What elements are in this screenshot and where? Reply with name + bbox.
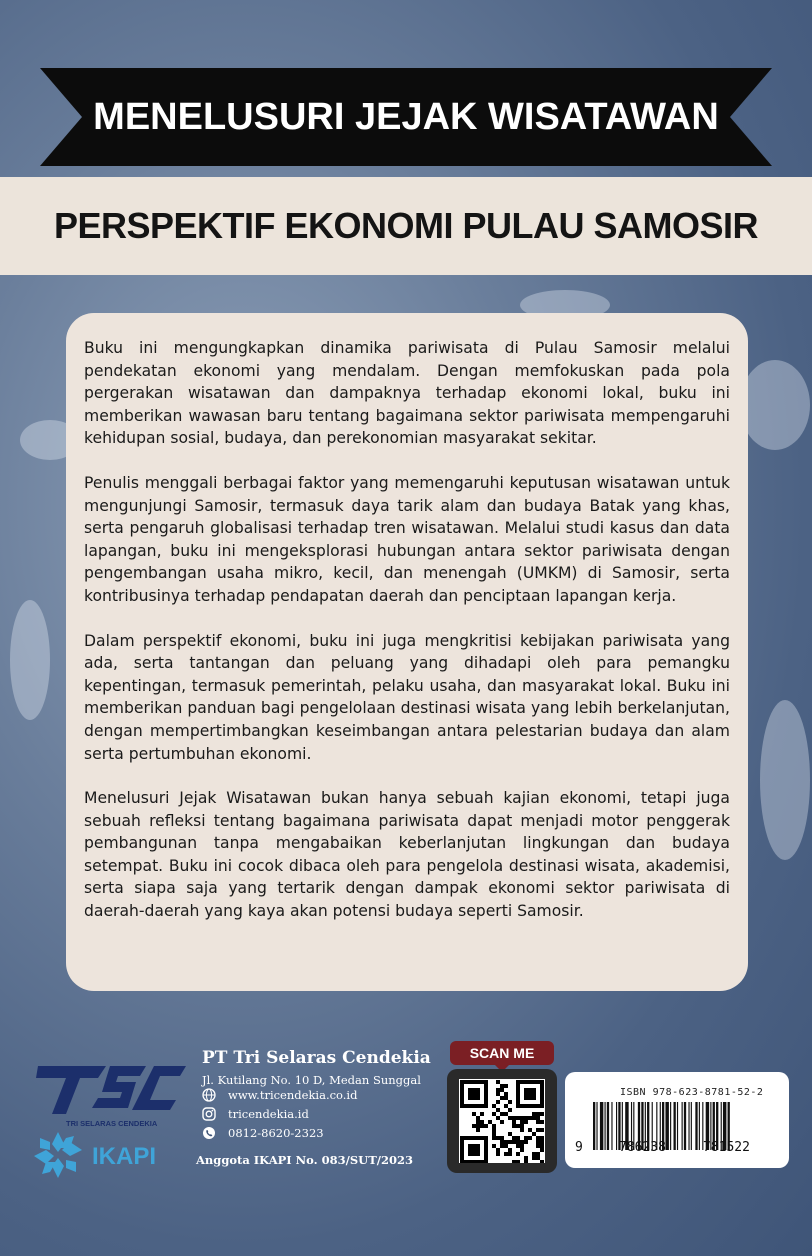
publisher-phone[interactable] xyxy=(202,1126,324,1140)
instagram-text: tricendekia.id xyxy=(228,1107,309,1121)
phone-text: 0812-8620-2323 xyxy=(228,1126,324,1140)
subtitle-band xyxy=(0,177,812,275)
tsc-logo-caption: TRI SELARAS CENDEKIA xyxy=(66,1119,158,1128)
publisher-name: PT Tri Selaras Cendekia xyxy=(202,1048,431,1068)
ikapi-logo xyxy=(30,1130,195,1182)
whatsapp-icon xyxy=(202,1126,216,1140)
title-ribbon xyxy=(40,68,772,166)
book-subtitle: PERSPEKTIF EKONOMI PULAU SAMOSIR xyxy=(53,205,759,246)
ikapi-membership: Anggota IKAPI No. 083/SUT/2023 xyxy=(196,1153,413,1167)
paint-spatter xyxy=(760,700,810,860)
qr-code[interactable] xyxy=(459,1079,545,1163)
ikapi-logo-text: IKAPI xyxy=(92,1143,157,1170)
blurb-card xyxy=(66,313,748,991)
barcode-digit-first: 9 xyxy=(575,1140,583,1155)
book-title: MENELUSURI JEJAK WISATAWAN xyxy=(93,95,719,138)
barcode-digits-right: 781522 xyxy=(703,1140,750,1155)
blurb-paragraph: Menelusuri Jejak Wisatawan bukan hanya sebuah kajian ekonomi, tetapi juga sebuah refleksi tentang bagaimana pariwisata dapat menjadi motor penggerak pembangunan tanpa mengabaikan keberlanjutan lingkungan dan budaya setempat. Buku ini cocok dibaca oleh para pengelola destinasi wisata, akademisi, serta siapa saja yang tertarik dengan dampak ekonomi sektor pariwisata di daerah-daerah yang kaya akan potensi budaya seperti Samosir. xyxy=(84,789,730,921)
blurb-paragraph: Penulis menggali berbagai faktor yang memengaruhi keputusan wisatawan untuk mengunjungi Samosir, termasuk daya tarik alam dan budaya Batak yang khas, serta pengaruh globalisasi terhadap tren wisatawan. Melalui studi kasus dan data lapangan, buku ini mengeksplorasi hubungan antara sektor pariwisata dengan pengembangan usaha mikro, kecil, dan menengah (UMKM) di Samosir, serta kontribusinya terhadap pendapatan daerah dan penciptaan lapangan kerja. xyxy=(84,473,730,605)
blurb-paragraph: Dalam perspektif ekonomi, buku ini juga mengkritisi kebijakan pariwisata yang ada, serta tantangan dan peluang yang dihadapi oleh para pemangku kepentingan, termasuk pemerintah, pelaku usaha, dan masyarakat lokal. Buku ini memberikan panduan bagi pengelolaan destinasi wisata yang lebih berkelanjutan, dengan mempertimbangkan keseimbangan antara pelestarian budaya dan alam serta pertumbuhan ekonomi. xyxy=(84,631,730,763)
globe-icon xyxy=(202,1088,216,1102)
publisher-website[interactable] xyxy=(202,1088,357,1102)
website-text: www.tricendekia.co.id xyxy=(228,1088,358,1102)
scan-me-badge: SCAN ME xyxy=(450,1041,554,1065)
isbn-label: ISBN 978-623-8781-52-2 xyxy=(620,1087,764,1098)
publisher-instagram[interactable] xyxy=(202,1107,309,1121)
blurb-paragraph: Buku ini mengungkapkan dinamika pariwisata di Pulau Samosir melalui pendekatan ekonomi yang mendalam. Dengan memfokuskan pada pola pergerakan wisatawan dan dampaknya terhadap ekonomi lokal, buku ini memberikan wawasan baru tentang bagaimana sektor pariwisata mempengaruhi kehidupan sosial, budaya, dan perekonomian masyarakat sekitar. xyxy=(84,339,730,448)
tsc-logo xyxy=(36,1058,186,1130)
barcode-digits-left: 786238 xyxy=(619,1140,666,1155)
publisher-address: Jl. Kutilang No. 10 D, Medan Sunggal xyxy=(202,1073,421,1087)
paint-spatter xyxy=(740,360,810,450)
instagram-icon xyxy=(202,1107,216,1121)
paint-spatter xyxy=(10,600,50,720)
